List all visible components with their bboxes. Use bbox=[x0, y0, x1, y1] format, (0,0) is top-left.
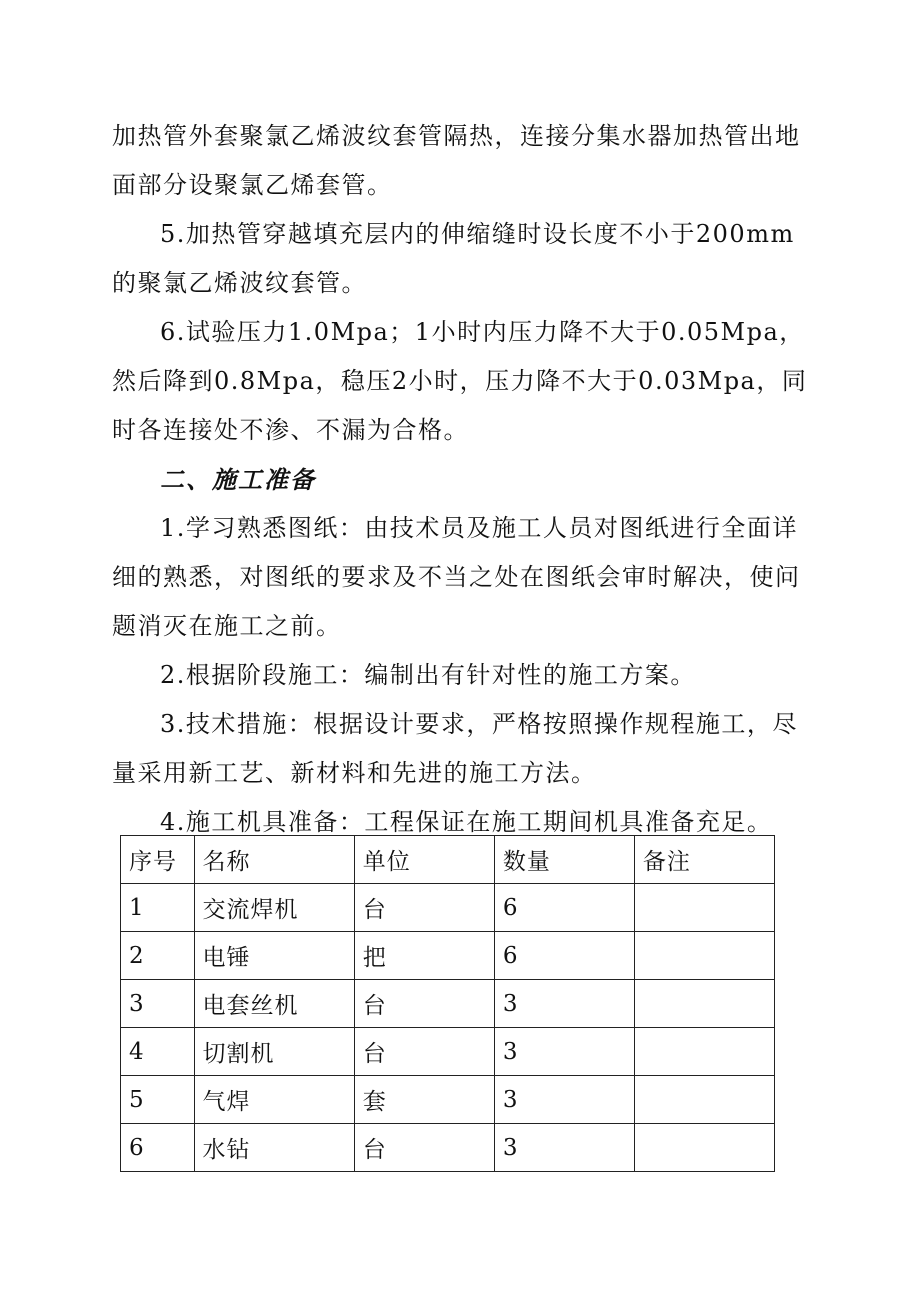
header-name: 名称 bbox=[194, 836, 354, 884]
cell-quantity: 6 bbox=[494, 932, 634, 980]
header-unit: 单位 bbox=[354, 836, 494, 884]
cell-name: 气焊 bbox=[194, 1076, 354, 1124]
cell-quantity: 3 bbox=[494, 980, 634, 1028]
table-row bbox=[121, 884, 775, 932]
equipment-table bbox=[120, 835, 775, 1172]
cell-name: 交流焊机 bbox=[194, 884, 354, 932]
cell-quantity: 6 bbox=[494, 884, 634, 932]
cell-remarks bbox=[634, 932, 774, 980]
cell-index: 3 bbox=[121, 980, 195, 1028]
cell-remarks bbox=[634, 884, 774, 932]
cell-index: 5 bbox=[121, 1076, 195, 1124]
cell-quantity: 3 bbox=[494, 1028, 634, 1076]
cell-unit: 把 bbox=[354, 932, 494, 980]
cell-unit: 台 bbox=[354, 884, 494, 932]
cell-unit: 台 bbox=[354, 1028, 494, 1076]
table-row bbox=[121, 980, 775, 1028]
table-row bbox=[121, 1076, 775, 1124]
paragraph-expansion-joint: 5.加热管穿越填充层内的伸缩缝时设长度不小于200mm的聚氯乙烯波纹套管。 bbox=[112, 220, 795, 297]
prep-item-stage-plan: 2.根据阶段施工：编制出有针对性的施工方案。 bbox=[160, 661, 696, 689]
cell-remarks bbox=[634, 980, 774, 1028]
table-header-row bbox=[121, 836, 775, 884]
header-remarks: 备注 bbox=[634, 836, 774, 884]
table-row bbox=[121, 1124, 775, 1172]
header-quantity: 数量 bbox=[494, 836, 634, 884]
cell-unit: 套 bbox=[354, 1076, 494, 1124]
cell-remarks bbox=[634, 1124, 774, 1172]
cell-index: 2 bbox=[121, 932, 195, 980]
cell-name: 电锤 bbox=[194, 932, 354, 980]
cell-quantity: 3 bbox=[494, 1124, 634, 1172]
paragraph-pressure-test: 6.试验压力1.0Mpa；1小时内压力降不大于0.05Mpa，然后降到0.8Mpa，稳压2小时，压力降不大于0.03Mpa，同时各连接处不渗、不漏为合格。 bbox=[112, 318, 808, 444]
cell-unit: 台 bbox=[354, 980, 494, 1028]
cell-index: 6 bbox=[121, 1124, 195, 1172]
cell-index: 4 bbox=[121, 1028, 195, 1076]
cell-remarks bbox=[634, 1028, 774, 1076]
prep-item-equipment: 4.施工机具准备：工程保证在施工期间机具准备充足。 bbox=[160, 808, 773, 836]
section-heading: 二、施工准备 bbox=[160, 465, 316, 494]
table-row bbox=[121, 932, 775, 980]
table-row bbox=[121, 1028, 775, 1076]
cell-name: 水钻 bbox=[194, 1124, 354, 1172]
cell-name: 电套丝机 bbox=[194, 980, 354, 1028]
cell-remarks bbox=[634, 1076, 774, 1124]
prep-item-drawings: 1.学习熟悉图纸：由技术员及施工人员对图纸进行全面详细的熟悉，对图纸的要求及不当之处在图纸会审时解决，使问题消灭在施工之前。 bbox=[112, 514, 801, 640]
cell-unit: 台 bbox=[354, 1124, 494, 1172]
cell-index: 1 bbox=[121, 884, 195, 932]
cell-quantity: 3 bbox=[494, 1076, 634, 1124]
paragraph-insulation-sleeve: 加热管外套聚氯乙烯波纹套管隔热，连接分集水器加热管出地面部分设聚氯乙烯套管。 bbox=[112, 122, 801, 199]
prep-item-technical-measures: 3.技术措施：根据设计要求，严格按照操作规程施工，尽量采用新工艺、新材料和先进的施工方法。 bbox=[112, 710, 798, 787]
header-index: 序号 bbox=[121, 836, 195, 884]
cell-name: 切割机 bbox=[194, 1028, 354, 1076]
